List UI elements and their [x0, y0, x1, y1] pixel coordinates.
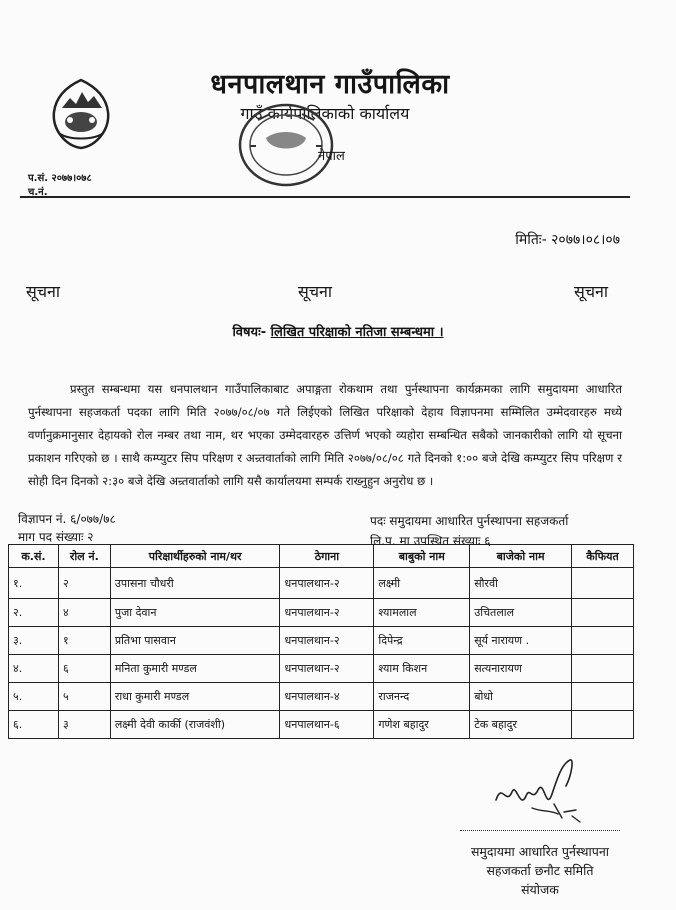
handwritten-signature	[492, 752, 588, 836]
cell-name: लक्ष्मी देवी कार्की (राजवंशी)	[110, 711, 280, 739]
posts-demanded: माग पद संख्याः २	[18, 530, 94, 544]
cell-address: धनपालथान-२	[280, 655, 374, 683]
notice-heading-center: सूचना	[298, 282, 333, 301]
cell-remarks	[572, 683, 634, 711]
office-stamp-icon	[236, 100, 336, 190]
cell-remarks	[572, 599, 634, 627]
subject-line	[0, 322, 676, 340]
cell-name: पुजा देवान	[110, 599, 280, 627]
col-header-address: ठेगाना	[280, 545, 374, 568]
col-header-roll: रोल नं.	[58, 545, 110, 568]
cell-roll: ५	[58, 683, 110, 711]
cell-sn: ४.	[9, 655, 59, 683]
cell-name: मनिता कुमारी मण्डल	[110, 655, 280, 683]
signatory-block	[440, 842, 640, 899]
signatory-line-1: समुदायमा आधारित पुर्नस्थापना	[470, 844, 610, 859]
post-title: पदः समुदायमा आधारित पुर्नस्थापना सहजकर्ता	[370, 514, 569, 528]
table-row	[9, 568, 634, 599]
signatory-line-2: सहजकर्ता छनौट समिति	[486, 863, 594, 878]
cell-remarks	[572, 711, 634, 739]
table-row	[9, 627, 634, 655]
cell-remarks	[572, 568, 634, 599]
cell-name: राधा कुमारी मण्डल	[110, 683, 280, 711]
cell-father: दिपेन्द्र	[374, 627, 470, 655]
dispatch-number: च.नं.	[28, 187, 48, 198]
cell-grandfather: उचितलाल	[470, 599, 572, 627]
table-row	[9, 683, 634, 711]
cell-sn: ३.	[9, 627, 59, 655]
nepal-emblem-icon	[48, 78, 114, 150]
advertisement-number: विज्ञापन नं. ६/०७७/७८	[18, 512, 116, 526]
cell-roll: ३	[58, 711, 110, 739]
col-header-name: परिक्षार्थीहरुको नाम/थर	[110, 545, 280, 568]
subject-label: विषयः-	[232, 325, 267, 340]
cell-roll: १	[58, 627, 110, 655]
cell-sn: ६.	[9, 711, 59, 739]
table-row	[9, 655, 634, 683]
office-subtitle: गाउँ कार्यपालिकाको कार्यालय	[240, 104, 410, 123]
cell-name: उपासना चौधरी	[110, 568, 280, 599]
cell-sn: १.	[9, 568, 59, 599]
cell-father: राजनन्द	[374, 683, 470, 711]
page-title: धनपालथान गाउँपालिका	[210, 69, 450, 100]
col-header-grandfather: बाजेको नाम	[470, 545, 572, 568]
cell-address: धनपालथान-२	[280, 568, 374, 599]
notice-body: प्रस्तुत सम्बन्धमा यस धनपालथान गाउँपालिकाबाट अपाङ्गता रोकथाम तथा पुर्नस्थापना कार्यक्रमका लागि समुदायमा आधारित पुर्नस्थापना सहजकर्ता पदका लागि मिति २०७७/०८/०७ गते लिईएको लिखित परिक्षाको देहाय विज्ञापनमा सम्मिलित उम्मेदवारहरु मध्ये वर्णानुक्रमानुसार देहायको रोल नम्बर तथा नाम, थर भएका उम्मेदवारहरु उत्तिर्ण भएको व्यहोरा सम्बन्धित सबैको जानकारीको लागि यो सूचना प्रकाशन गरिएको छ । साथै कम्प्युटर सिप परिक्षण र अन्र्तवार्ताको लागि मिति २०७७/०८/०८ गते दिनको १:०० बजे देखि कम्प्युटर सिप परिक्षण र सोही दिन दिनको २:३० बजे देखि अन्र्तवार्ताको लागि यसै कार्यालयमा सम्पर्क राख्नुहुन अनुरोध छ ।	[28, 382, 622, 488]
col-header-father: बाबुको नाम	[374, 545, 470, 568]
table-header-row	[9, 545, 634, 568]
table-row	[9, 599, 634, 627]
table-row	[9, 711, 634, 739]
reference-number: प.सं. २०७७।०७८	[28, 173, 92, 184]
signatory-line-3: संयोजक	[521, 882, 559, 897]
cell-remarks	[572, 655, 634, 683]
cell-father: गणेश बहादुर	[374, 711, 470, 739]
cell-father: लक्ष्मी	[374, 568, 470, 599]
cell-grandfather: सत्यनारायण	[470, 655, 572, 683]
cell-roll: २	[58, 568, 110, 599]
cell-name: प्रतिभा पासवान	[110, 627, 280, 655]
cell-address: धनपालथान-६	[280, 711, 374, 739]
cell-roll: ६	[58, 655, 110, 683]
cell-grandfather: टेक बहादुर	[470, 711, 572, 739]
cell-address: धनपालथान-४	[280, 683, 374, 711]
cell-address: धनपालथान-२	[280, 599, 374, 627]
cell-grandfather: सौरवी	[470, 568, 572, 599]
cell-sn: २.	[9, 599, 59, 627]
results-table	[8, 544, 634, 739]
subject-text: लिखित परिक्षाको नतिजा सम्बन्धमा ।	[270, 325, 444, 340]
signature-line	[460, 830, 620, 831]
header-divider	[20, 196, 630, 198]
notice-heading-left: सूचना	[26, 282, 61, 301]
present-count: लि.प. मा उपस्थित संख्याः ६	[370, 534, 491, 548]
notice-date: मितिः- २०७७।०८।०७	[515, 232, 620, 248]
cell-remarks	[572, 627, 634, 655]
cell-grandfather: बोधो	[470, 683, 572, 711]
cell-address: धनपालथान-२	[280, 627, 374, 655]
cell-father: श्याम किशन	[374, 655, 470, 683]
cell-father: श्यामलाल	[374, 599, 470, 627]
address-text: नेपाल	[318, 149, 345, 164]
cell-grandfather: सूर्य नारायण .	[470, 627, 572, 655]
col-header-sn: क.सं.	[9, 545, 59, 568]
col-header-remarks: कैफियत	[572, 545, 634, 568]
cell-roll: ४	[58, 599, 110, 627]
notice-heading-right: सूचना	[574, 282, 609, 301]
cell-sn: ५.	[9, 683, 59, 711]
